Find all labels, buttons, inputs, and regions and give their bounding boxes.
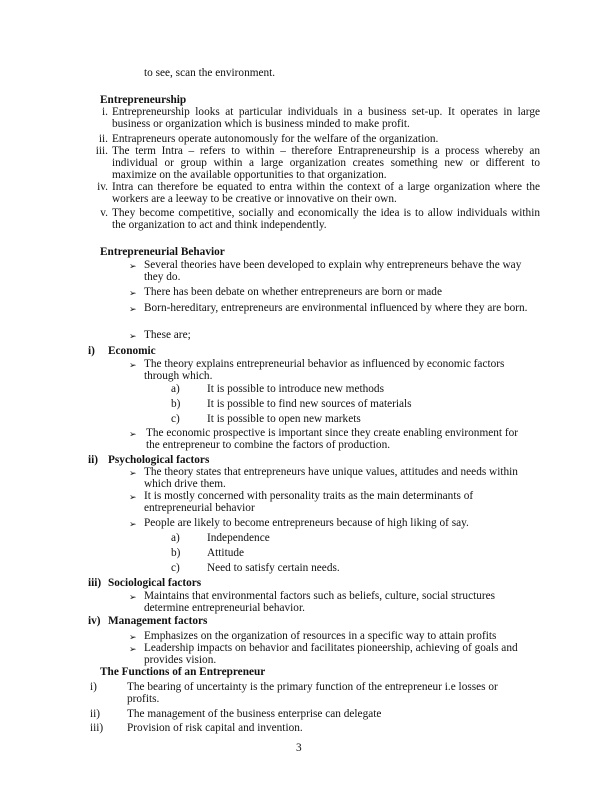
bullet-item: There has been debate on whether entrepreneurs are born or made: [144, 286, 442, 298]
list-label: ii.: [98, 133, 108, 145]
sub-label: a): [171, 383, 180, 395]
list-item: The bearing of uncertainty is the primary function of the entrepreneur i.e losses or profits.: [127, 681, 498, 705]
section-number: i): [88, 345, 95, 357]
sub-item: Independence: [207, 532, 270, 544]
list-item: Provision of risk capital and invention.: [127, 722, 303, 734]
sub-item: It is possible to find new sources of materials: [207, 398, 412, 410]
bullet-item: The theory explains entrepreneurial behavior as influenced by economic factors through which.: [144, 358, 505, 382]
section-number: iv): [88, 615, 101, 627]
bullet-arrow-icon: ➢: [129, 304, 137, 314]
list-item: They become competitive, socially and economically the idea is to allow individuals within the organization to act and think independently.: [112, 207, 540, 231]
bullet-item: The economic prospective is important since they create enabling environment for the entrepreneur to combine the factors of production.: [146, 427, 519, 451]
bullet-item: Several theories have been developed to explain why entrepreneurs behave the way they do.: [144, 259, 522, 283]
bullet-arrow-icon: ➢: [129, 288, 137, 298]
sub-item: It is possible to open new markets: [207, 413, 361, 425]
list-item: Intra can therefore be equated to entra within the context of a large organization where the workers are a leeway to be creative or innovative on their own.: [112, 181, 540, 205]
bullet-arrow-icon: ➢: [129, 360, 137, 370]
list-item: Entrepreneurship looks at particular individuals in a business set-up. It operates in large business or organization which is business minded to make profit.: [112, 106, 540, 130]
list-label: v.: [100, 207, 108, 219]
intro-line: to see, scan the environment.: [144, 67, 276, 79]
bullet-item: People are likely to become entrepreneurs because of high liking of say.: [144, 517, 469, 529]
sub-item: Need to satisfy certain needs.: [207, 562, 340, 574]
list-item: Entrapreneurs operate autonomously for the welfare of the organization.: [112, 133, 439, 145]
bullet-arrow-icon: ➢: [129, 632, 137, 642]
list-item: The management of the business enterprise can delegate: [127, 708, 382, 720]
bullet-arrow-icon: ➢: [129, 644, 137, 654]
section-heading-functions: The Functions of an Entrepreneur: [100, 666, 266, 678]
sub-item: It is possible to introduce new methods: [207, 383, 384, 395]
bullet-arrow-icon: ➢: [129, 592, 137, 602]
bullet-item: These are;: [144, 329, 191, 341]
list-label: iv.: [97, 181, 108, 193]
list-label: iii): [90, 722, 104, 734]
sub-label: b): [171, 398, 181, 410]
list-item: The term Intra – refers to within – therefore Entrapreneurship is a process whereby an individual or group within a large organization creates something new or different to maximize on the available opportunities to that organization.: [112, 145, 540, 181]
section-heading-entrepreneurship: Entrepreneurship: [100, 94, 187, 106]
bullet-item: Emphasizes on the organization of resources in a specific way to attain profits: [144, 630, 497, 642]
bullet-arrow-icon: ➢: [129, 429, 137, 439]
section-number: ii): [88, 454, 99, 466]
subsection-heading-management: Management factors: [108, 615, 208, 627]
bullet-arrow-icon: ➢: [129, 519, 137, 529]
bullet-arrow-icon: ➢: [129, 492, 137, 502]
bullet-item: The theory states that entrepreneurs have unique values, attitudes and needs within which drive them.: [144, 466, 518, 490]
sub-label: b): [171, 547, 181, 559]
bullet-item: Born-hereditary, entrepreneurs are environmental influenced by where they are born.: [144, 302, 528, 314]
list-label: iii.: [95, 145, 108, 157]
sub-label: c): [171, 562, 180, 574]
subsection-heading-sociological: Sociological factors: [108, 577, 202, 589]
bullet-item: It is mostly concerned with personality traits as the main determinants of entrepreneurial behavior: [144, 490, 474, 514]
page-number: 3: [296, 742, 302, 754]
subsection-heading-psychological: Psychological factors: [108, 454, 210, 466]
section-heading-behavior: Entrepreneurial Behavior: [100, 246, 225, 258]
bullet-item: Leadership impacts on behavior and facilitates pioneership, achieving of goals and provides vision.: [144, 642, 518, 666]
list-label: ii): [90, 708, 101, 720]
bullet-item: Maintains that environmental factors such as beliefs, culture, social structures determine entrepreneurial behavior.: [144, 590, 496, 614]
bullet-arrow-icon: ➢: [129, 468, 137, 478]
subsection-heading-economic: Economic: [108, 345, 156, 357]
list-label: i.: [102, 106, 108, 118]
sub-label: c): [171, 413, 180, 425]
section-number: iii): [88, 577, 102, 589]
sub-item: Attitude: [207, 547, 245, 559]
sub-label: a): [171, 532, 180, 544]
list-label: i): [90, 681, 97, 693]
bullet-arrow-icon: ➢: [129, 261, 137, 271]
bullet-arrow-icon: ➢: [129, 331, 137, 341]
